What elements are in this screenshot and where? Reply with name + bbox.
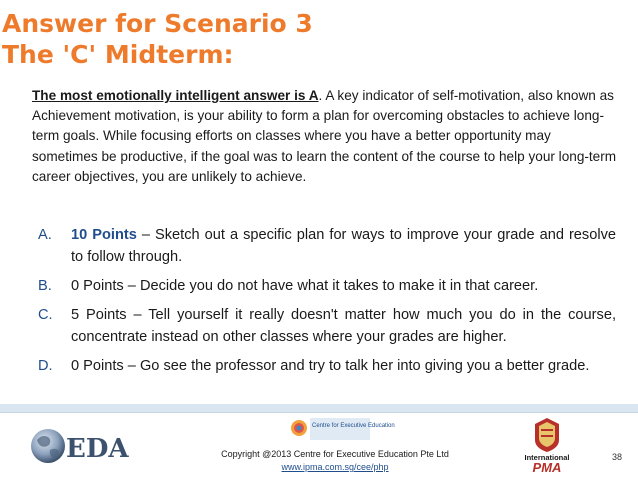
option-text: – Decide you do not have what it takes to make it in that career. [123, 278, 539, 294]
option-text: – Sketch out a specific plan for ways to improve your grade and resolve to follow through. [71, 227, 616, 265]
copyright-text: Copyright @2013 Centre for Executive Education Pte Ltd [221, 449, 449, 459]
slide-title: Answer for Scenario 3 [2, 9, 313, 38]
pma-logo-text: PMA [532, 460, 562, 475]
eda-logo [28, 424, 148, 468]
option-points: 0 Points [71, 278, 124, 294]
option-d [38, 355, 616, 377]
option-points: 5 Points [71, 307, 127, 323]
footer-copyright [180, 448, 490, 474]
intro-body: . A key indicator of self-motivation, also known as Achievement motivation, is your ability to form a plan for overcoming obstacles to achieve long-term goals. While focusing efforts on classes where you have a better opportunity may sometimes be productive, if the goal was to learn the content of the course to help your long-term career objectives, you are unlikely to achieve. [32, 88, 617, 184]
pma-logo [508, 416, 586, 474]
footer-band [0, 404, 638, 412]
option-letter: B. [38, 278, 52, 294]
option-points: 0 Points [71, 358, 124, 374]
slide-subtitle: The 'C' Midterm: [2, 40, 234, 69]
option-text: – Go see the professor and try to talk her into giving you a better grade. [123, 358, 590, 374]
footer-divider [0, 412, 638, 413]
pma-logo-text-top: International [524, 453, 570, 462]
option-c [38, 304, 616, 348]
page-number: 38 [612, 452, 623, 462]
eda-logo-text: EDA [66, 434, 129, 464]
option-a [38, 224, 616, 268]
answer-options [38, 224, 616, 384]
intro-paragraph [32, 86, 617, 187]
cee-logo [288, 416, 395, 446]
footer-url-link[interactable]: www.ipma.com.sg/cee/php [281, 462, 389, 472]
intro-lead: The most emotionally intelligent answer is A [32, 88, 319, 103]
cee-logo-text: Centre for Executive Education [312, 423, 395, 429]
option-text: – Tell yourself it really doesn't matter how much you do in the course, concentrate instead on other classes where your grades are higher. [71, 307, 616, 345]
option-letter: A. [38, 227, 52, 243]
option-letter: C. [38, 307, 53, 323]
option-letter: D. [38, 358, 53, 374]
option-b [38, 275, 616, 297]
option-points: 10 Points [71, 227, 137, 243]
